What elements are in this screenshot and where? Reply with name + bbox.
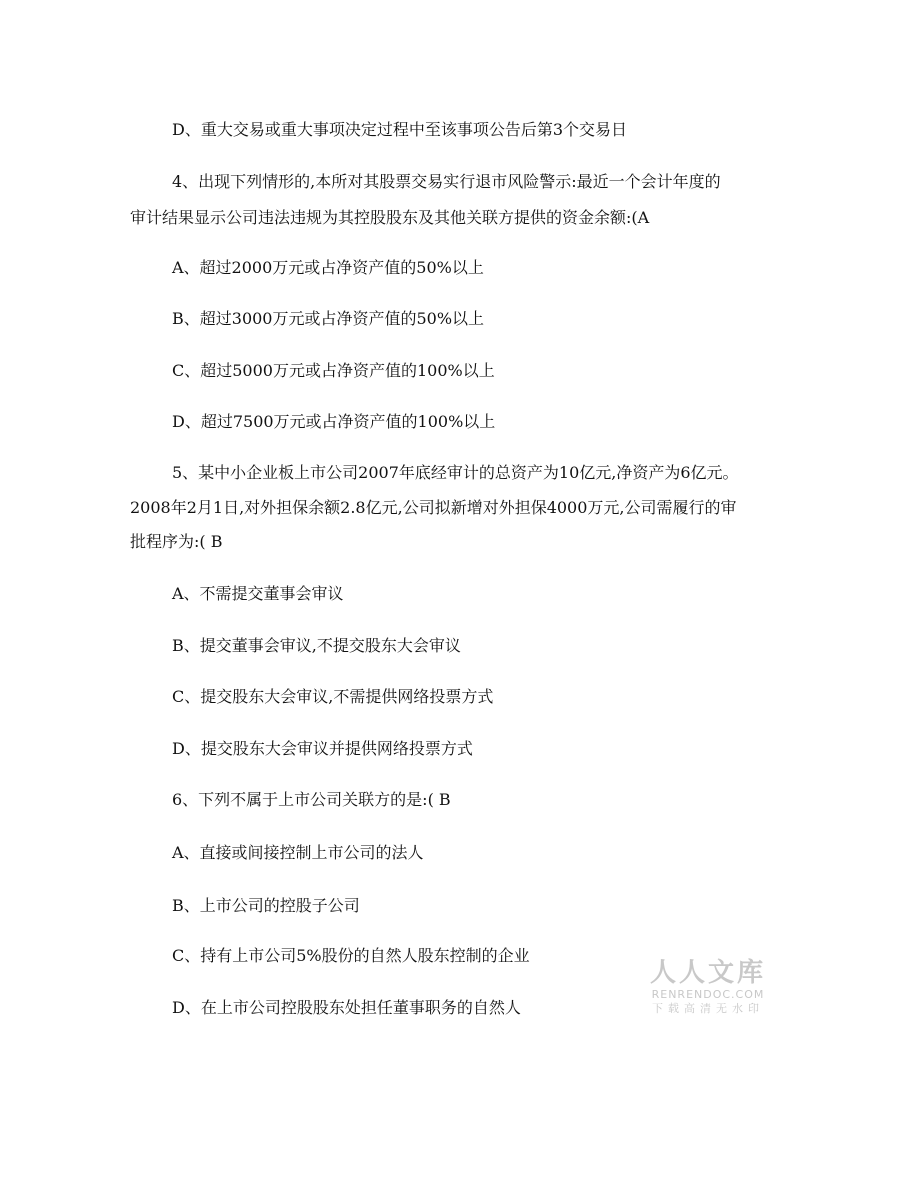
q4-option-b: B、超过3000万元或占净资产值的50%以上 — [172, 309, 485, 328]
q5-stem-line-3: 批程序为:( B — [130, 532, 223, 551]
q4-option-d: D、超过7500万元或占净资产值的100%以上 — [172, 412, 496, 431]
q3-option-d: D、重大交易或重大事项决定过程中至该事项公告后第3个交易日 — [172, 120, 628, 139]
q5-option-b: B、提交董事会审议,不提交股东大会审议 — [172, 636, 461, 655]
q4-option-c: C、超过5000万元或占净资产值的100%以上 — [172, 361, 495, 380]
q6-stem: 6、下列不属于上市公司关联方的是:( B — [172, 790, 451, 809]
q5-stem-line-1: 5、某中小企业板上市公司2007年底经审计的总资产为10亿元,净资产为6亿元。 — [172, 463, 739, 482]
q5-option-d: D、提交股东大会审议并提供网络投票方式 — [172, 739, 473, 758]
watermark-subtitle: 下载高清无水印 — [652, 1002, 764, 1015]
watermark — [644, 958, 772, 1016]
q6-option-c: C、持有上市公司5%股份的自然人股东控制的企业 — [172, 946, 530, 965]
watermark-url: RENRENDOC.COM — [651, 988, 765, 1001]
q5-option-c: C、提交股东大会审议,不需提供网络投票方式 — [172, 687, 494, 706]
q6-option-a: A、直接或间接控制上市公司的法人 — [172, 843, 424, 862]
q4-stem-line-1: 4、出现下列情形的,本所对其股票交易实行退市风险警示:最近一个会计年度的 — [172, 172, 721, 191]
q6-option-d: D、在上市公司控股股东处担任董事职务的自然人 — [172, 998, 521, 1017]
q4-option-a: A、超过2000万元或占净资产值的50%以上 — [172, 258, 484, 277]
q5-option-a: A、不需提交董事会审议 — [172, 584, 344, 603]
q5-stem-line-2: 2008年2月1日,对外担保余额2.8亿元,公司拟新增对外担保4000万元,公司需履行的审 — [130, 498, 737, 517]
q6-option-b: B、上市公司的控股子公司 — [172, 896, 360, 915]
q4-stem-line-2: 审计结果显示公司违法违规为其控股股东及其他关联方提供的资金余额:(A — [130, 208, 650, 227]
watermark-title: 人人文库 — [649, 958, 766, 988]
